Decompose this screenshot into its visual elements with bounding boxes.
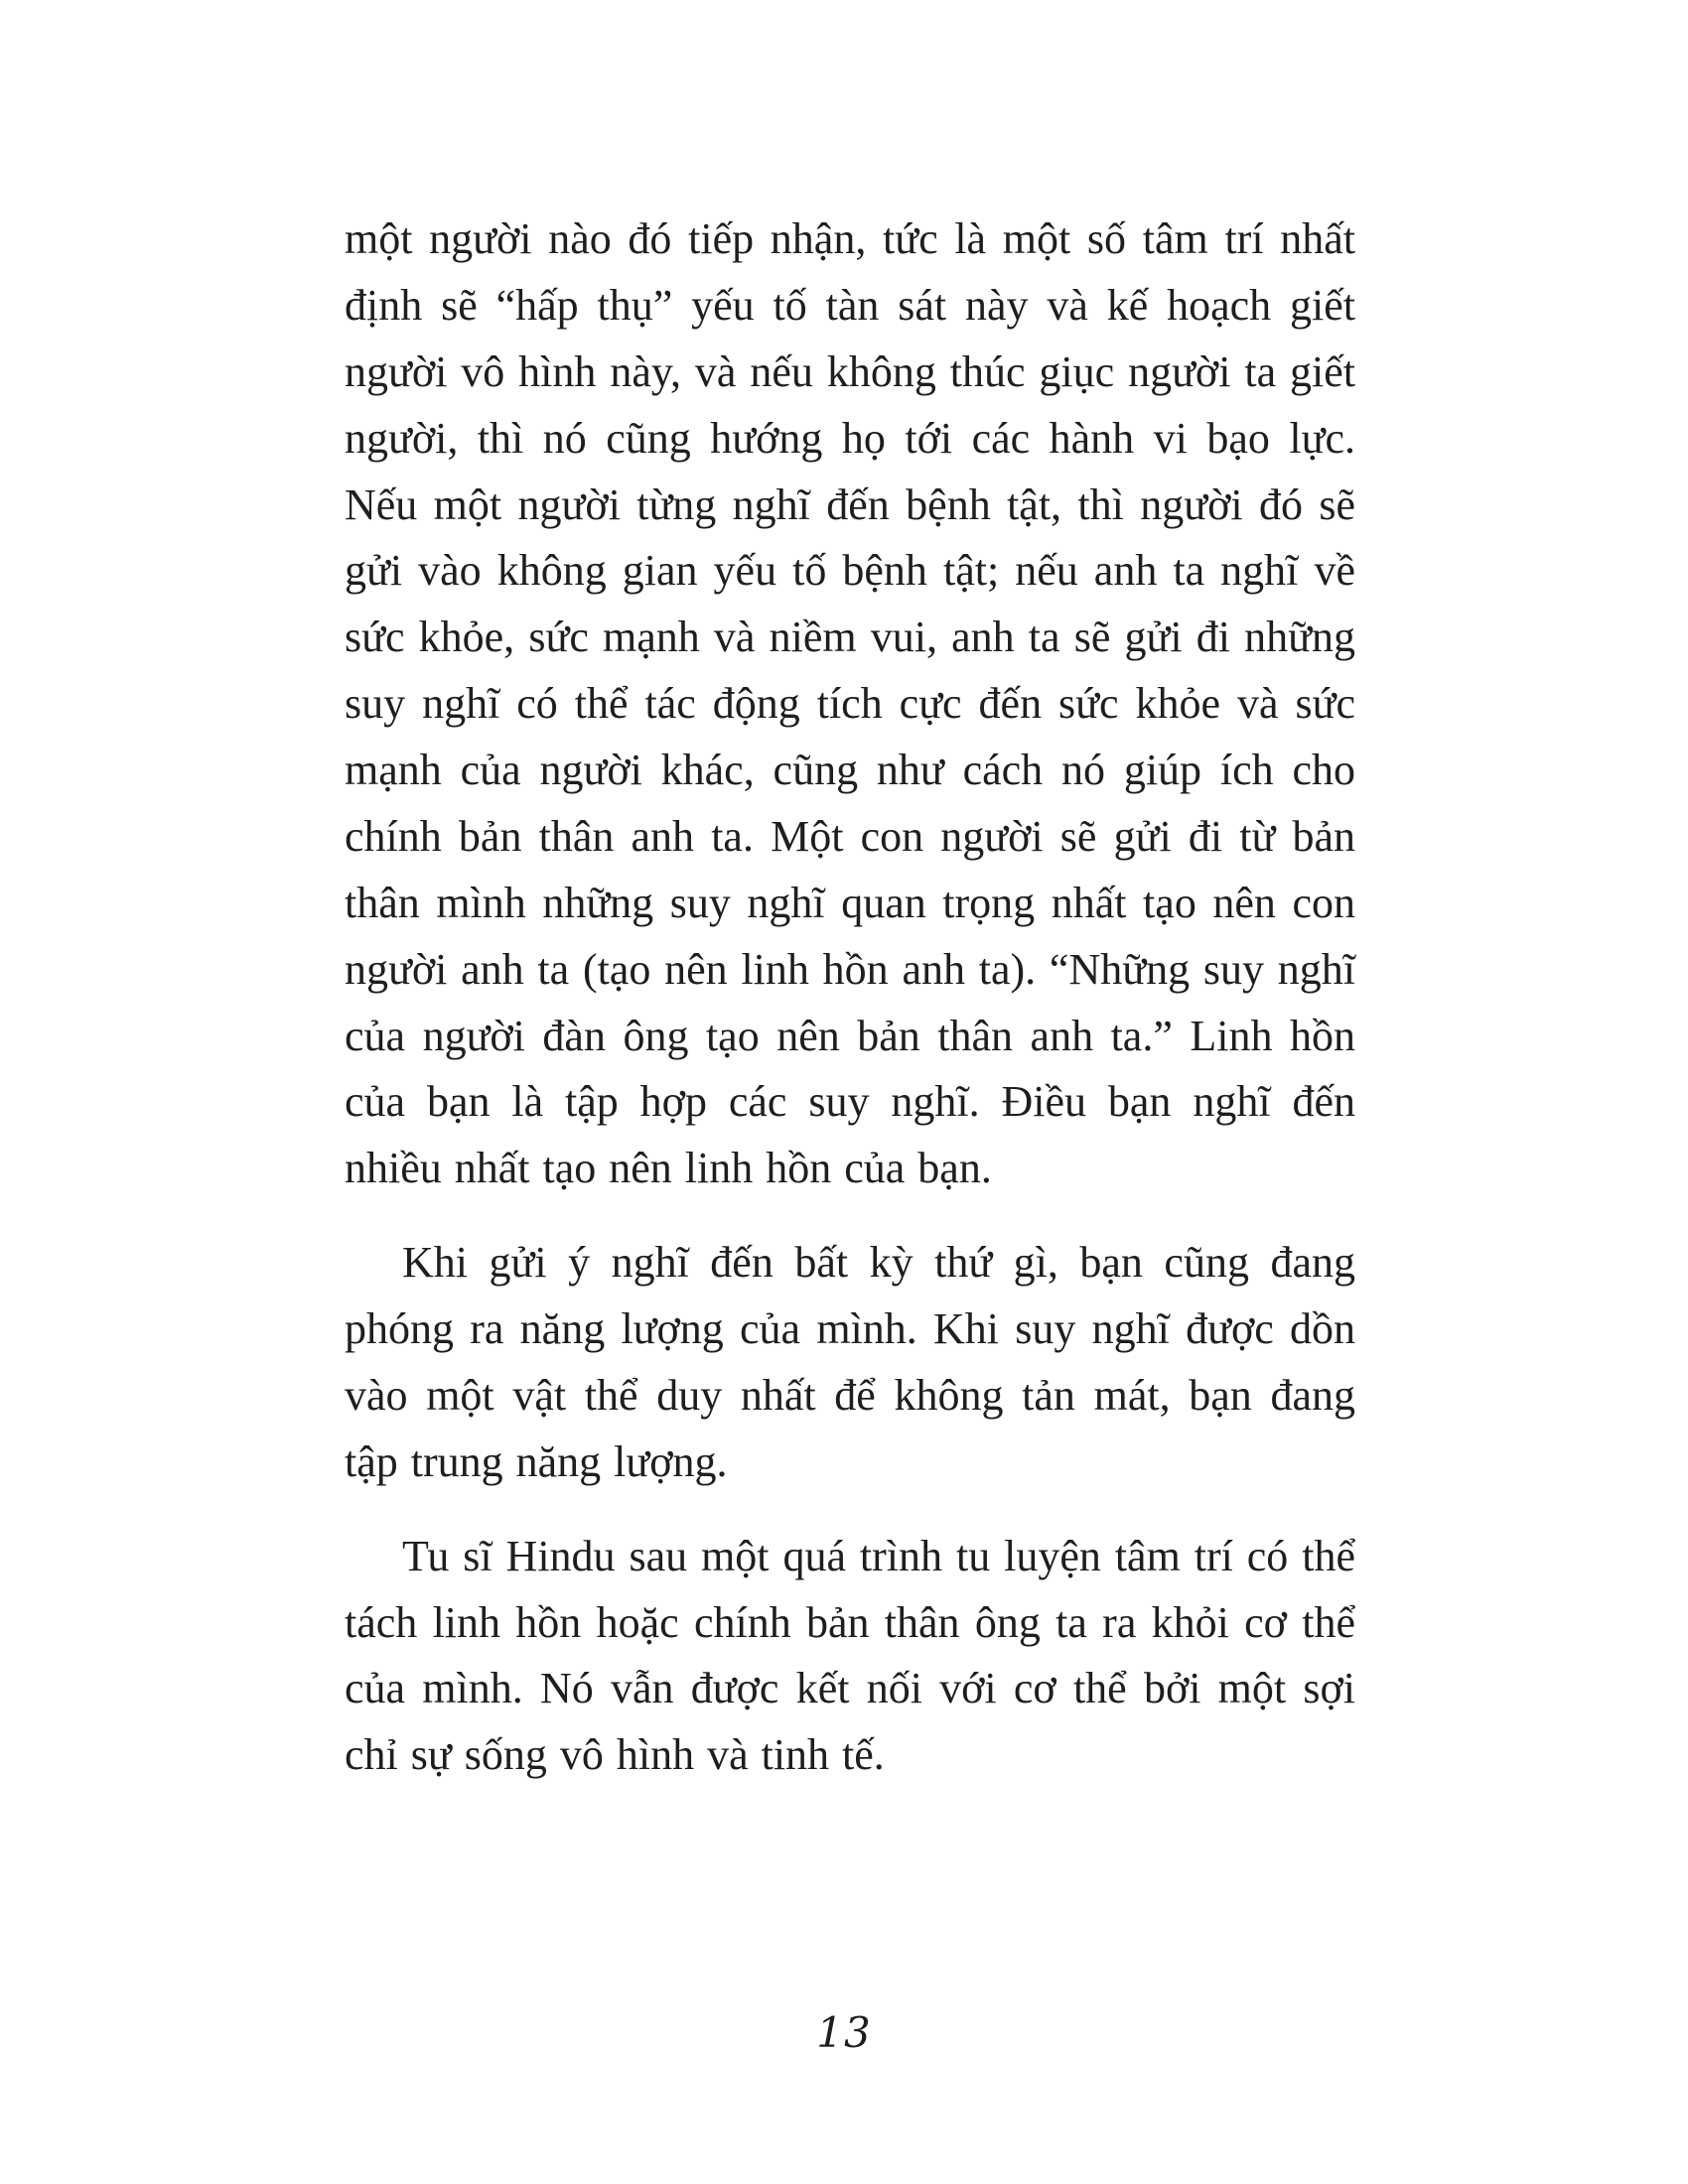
text-block: [345, 206, 1355, 1817]
paragraph: Tu sĩ Hindu sau một quá trình tu luyện tâm trí có thể tách linh hồn hoặc chính bản thân ông ta ra khỏi cơ thể của mình. Nó vẫn được kết nối với cơ thể bởi một sợi chỉ sự sống vô hình và tinh tế.: [345, 1531, 1355, 1780]
page-number: 13: [816, 2008, 872, 2057]
paragraph: Khi gửi ý nghĩ đến bất kỳ thứ gì, bạn cũng đang phóng ra năng lượng của mình. Khi suy nghĩ được dồn vào một vật thể duy nhất để không tản mát, bạn đang tập trung năng lượng.: [345, 1238, 1355, 1486]
paragraph-continuation: một người nào đó tiếp nhận, tức là một số tâm trí nhất định sẽ “hấp thụ” yếu tố tàn sát này và kế hoạch giết người vô hình này, và nếu không thúc giục người ta giết người, thì nó cũng hướng họ tới các hành vi bạo lực. Nếu một người từng nghĩ đến bệnh tật, thì người đó sẽ gửi vào không gian yếu tố bệnh tật; nếu anh ta nghĩ về sức khỏe, sức mạnh và niềm vui, anh ta sẽ gửi đi những suy nghĩ có thể tác động tích cực đến sức khỏe và sức mạnh của người khác, cũng như cách nó giúp ích cho chính bản thân anh ta. Một con người sẽ gửi đi từ bản thân mình những suy nghĩ quan trọng nhất tạo nên con người anh ta (tạo nên linh hồn anh ta). “Những suy nghĩ của người đàn ông tạo nên bản thân anh ta.” Linh hồn của bạn là tập hợp các suy nghĩ. Điều bạn nghĩ đến nhiều nhất tạo nên linh hồn của bạn.: [345, 214, 1355, 1193]
